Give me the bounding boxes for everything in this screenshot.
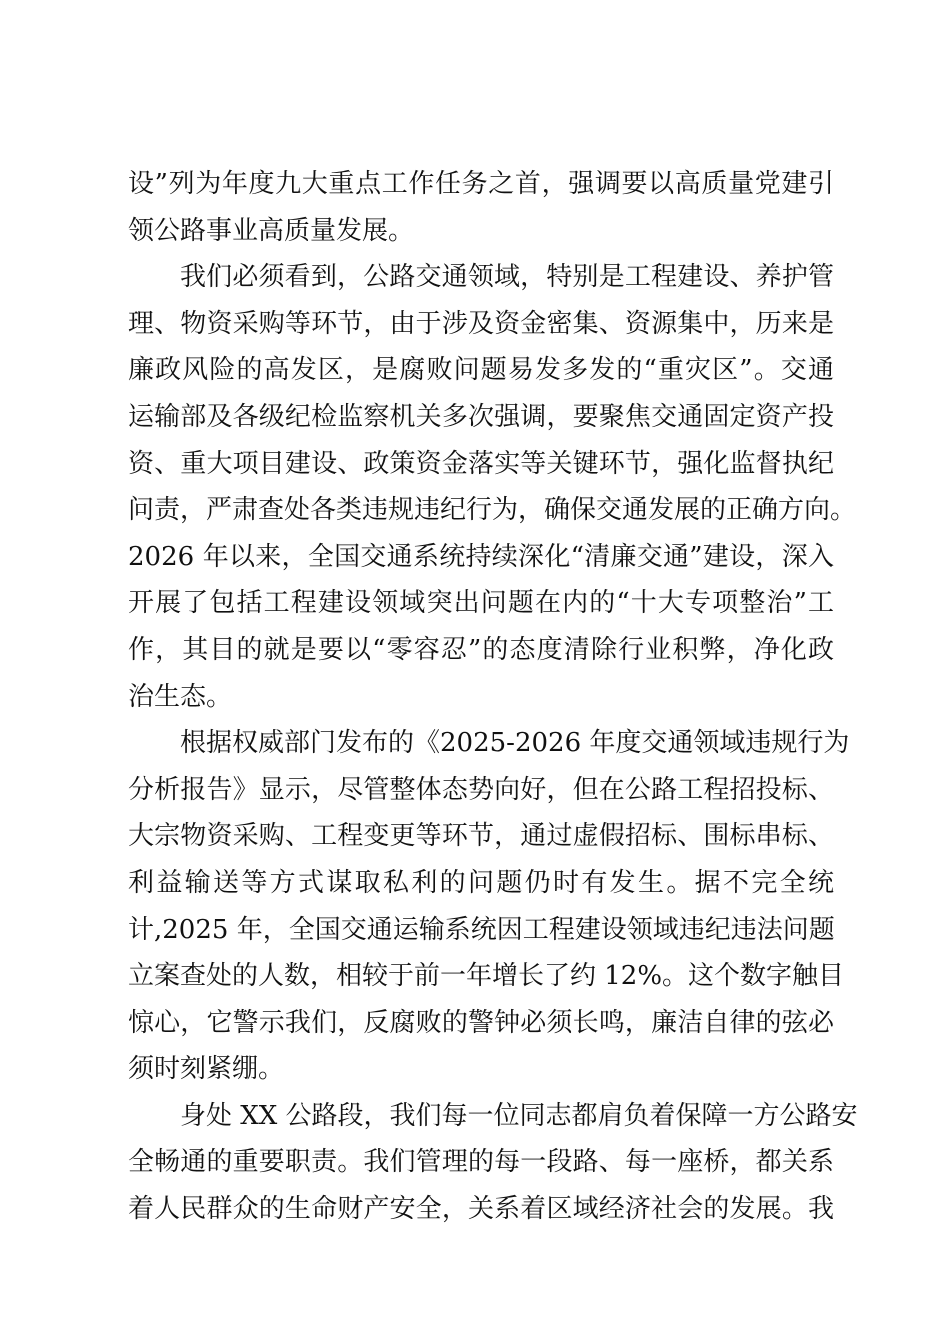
text-line: 治生态。 (128, 681, 233, 712)
text-line: 全畅通的重要职责。我们管理的每一段路、每一座桥，都关系 (128, 1147, 834, 1178)
text-line: 作，其目的就是要以“零容忍”的态度清除行业积弊，净化政 (128, 634, 834, 665)
text-line: 2026 年以来，全国交通系统持续深化“清廉交通”建设，深入 (128, 541, 834, 572)
paragraph (128, 1093, 858, 1233)
text-line: 廉政风险的高发区，是腐败问题易发多发的“重灾区”。交通 (128, 355, 834, 386)
text-line: 根据权威部门发布的《2025-2026 年度交通领域违规行为 (180, 728, 850, 759)
text-line: 立案查处的人数，相较于前一年增长了约 12%。这个数字触目 (128, 961, 845, 992)
text-line: 利益输送等方式谋取私利的问题仍时有发生。据不完全统 (128, 867, 834, 898)
text-line: 惊心，它警示我们，反腐败的警钟必须长鸣，廉洁自律的弦必 (128, 1007, 834, 1038)
text-line: 身处 XX 公路段，我们每一位同志都肩负着保障一方公路安 (180, 1100, 858, 1131)
text-line: 大宗物资采购、工程变更等环节，通过虚假招标、围标串标、 (128, 821, 834, 852)
text-line: 领公路事业高质量发展。 (128, 215, 415, 246)
text-line: 运输部及各级纪检监察机关多次强调，要聚焦交通固定资产投 (128, 401, 834, 432)
text-line: 须时刻紧绷。 (128, 1054, 285, 1085)
text-line: 分析报告》显示，尽管整体态势向好，但在公路工程招投标、 (128, 774, 834, 805)
text-line: 我们必须看到，公路交通领域，特别是工程建设、养护管 (180, 262, 834, 293)
text-line: 设”列为年度九大重点工作任务之首，强调要以高质量党建引 (128, 169, 834, 199)
paragraph (128, 161, 834, 254)
text-line: 理、物资采购等环节，由于涉及资金密集、资源集中，历来是 (128, 308, 834, 339)
text-line: 计,2025 年，全国交通运输系统因工程建设领域违纪违法问题 (128, 914, 835, 945)
document-body (128, 161, 858, 1233)
text-line: 开展了包括工程建设领域突出问题在内的“十大专项整治”工 (128, 588, 834, 619)
paragraph (128, 254, 857, 720)
text-line: 资、重大项目建设、政策资金落实等关键环节，强化监督执纪 (128, 448, 834, 479)
text-line: 着人民群众的生命财产安全，关系着区域经济社会的发展。我 (128, 1194, 834, 1225)
paragraph (128, 720, 850, 1093)
text-line: 问责，严肃查处各类违规违纪行为，确保交通发展的正确方向。 (128, 495, 857, 526)
